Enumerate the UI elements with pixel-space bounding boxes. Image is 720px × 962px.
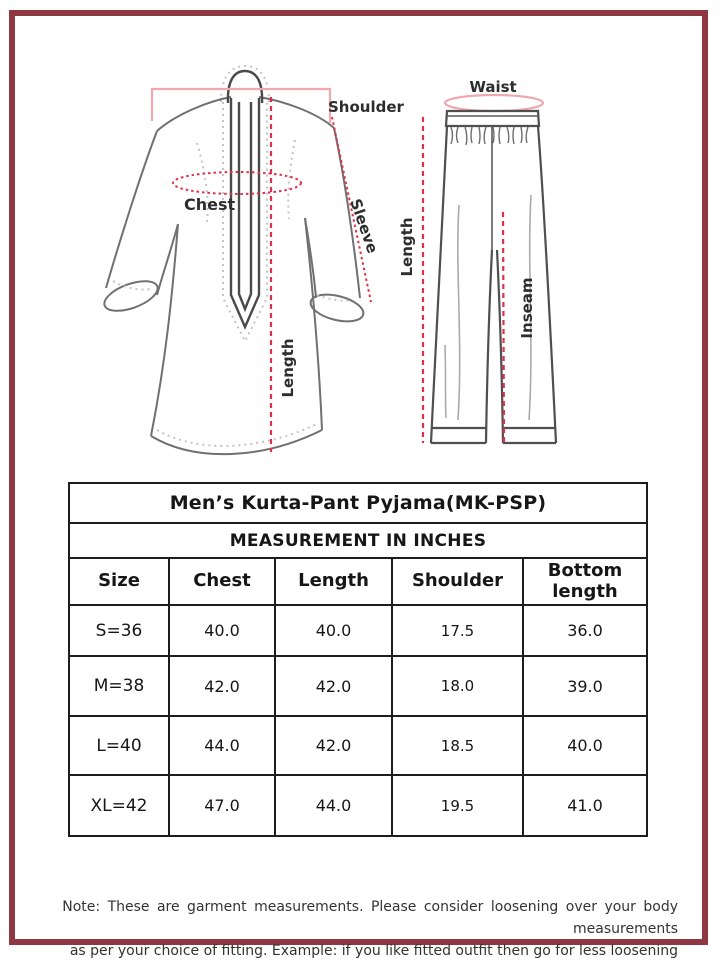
waist-label: Waist xyxy=(469,78,517,96)
table-row-l xyxy=(69,716,647,775)
size-value: S=36 xyxy=(69,605,169,656)
table-title: Men’s Kurta-Pant Pyjama(MK-PSP) xyxy=(69,483,647,523)
shoulder-value: 17.5 xyxy=(392,605,523,656)
table-header-row xyxy=(69,558,647,605)
table-subtitle: MEASUREMENT IN INCHES xyxy=(69,523,647,558)
garment-measurement-diagram xyxy=(0,0,720,480)
pant-waistband xyxy=(446,111,539,126)
length-value: 42.0 xyxy=(275,716,392,775)
pant-drawing xyxy=(423,95,556,443)
waistband-gathers xyxy=(451,127,528,145)
bottom-length-value: 41.0 xyxy=(523,775,647,836)
shoulder-value: 18.5 xyxy=(392,716,523,775)
kurta-cuff-right xyxy=(308,290,366,326)
length-value: 42.0 xyxy=(275,656,392,716)
kurta-drawing xyxy=(101,66,371,454)
shoulder-label: Shoulder xyxy=(328,98,404,116)
note-line-2: as per your choice of fitting. Example: if you like fitted outfit then go for less loosening xyxy=(69,943,678,959)
length-value: 40.0 xyxy=(275,605,392,656)
pant-hem-right xyxy=(503,428,556,443)
col-header-chest: Chest xyxy=(169,558,275,605)
col-header-size: Size xyxy=(69,558,169,605)
chest-label: Chest xyxy=(184,195,236,214)
note-line-1: Note: These are garment measurements. Please consider loosening over your body measurements xyxy=(62,899,678,937)
inseam-label: Inseam xyxy=(518,277,536,339)
size-value: XL=42 xyxy=(69,775,169,836)
col-header-length: Length xyxy=(275,558,392,605)
size-value: L=40 xyxy=(69,716,169,775)
kurta-cuff-left xyxy=(101,275,162,317)
chest-value: 40.0 xyxy=(169,605,275,656)
table-row-m xyxy=(69,656,647,716)
pant-length-label: Length xyxy=(398,217,416,277)
measurement-note xyxy=(30,896,678,962)
chest-value: 44.0 xyxy=(169,716,275,775)
size-value: M=38 xyxy=(69,656,169,716)
shoulder-value: 18.0 xyxy=(392,656,523,716)
kurta-hem xyxy=(151,430,322,454)
kurta-placket xyxy=(231,98,259,327)
col-header-shoulder: Shoulder xyxy=(392,558,523,605)
pant-hem-left xyxy=(431,428,486,443)
length-value: 44.0 xyxy=(275,775,392,836)
chest-value: 47.0 xyxy=(169,775,275,836)
table-row-xl xyxy=(69,775,647,836)
col-header-bottom-length: Bottom length xyxy=(523,558,647,605)
bottom-length-value: 36.0 xyxy=(523,605,647,656)
bottom-length-value: 40.0 xyxy=(523,716,647,775)
waist-measure-ellipse xyxy=(445,95,543,111)
chest-value: 42.0 xyxy=(169,656,275,716)
table-row-s xyxy=(69,605,647,656)
sleeve-label: Sleeve xyxy=(346,196,382,256)
kurta-length-label: Length xyxy=(279,338,297,398)
kurta-armhole-stitch-right xyxy=(288,140,295,219)
shoulder-value: 19.5 xyxy=(392,775,523,836)
size-table xyxy=(68,482,646,837)
bottom-length-value: 39.0 xyxy=(523,656,647,716)
